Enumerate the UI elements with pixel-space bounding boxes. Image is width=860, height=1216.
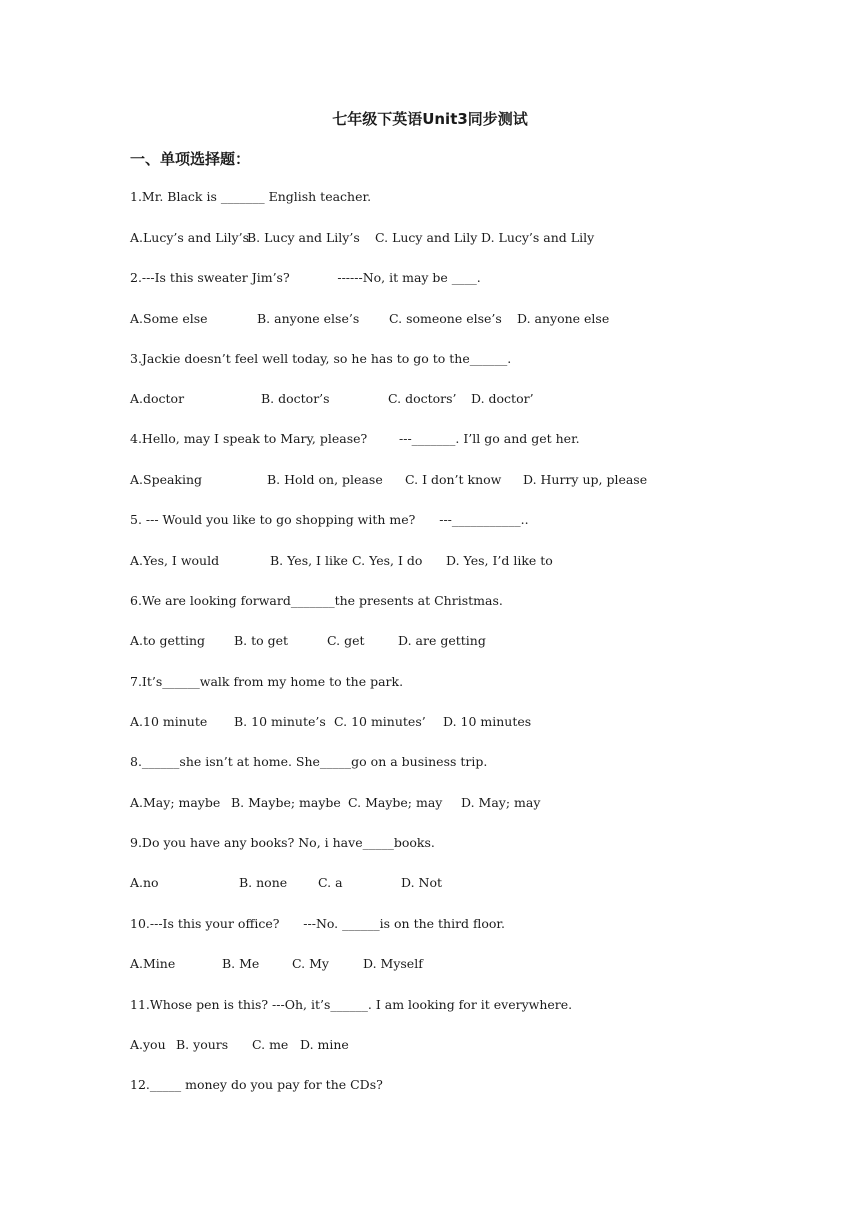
- question-stem: 1.Mr. Black is _______ English teacher.: [130, 189, 372, 204]
- answer-option: A.you: [130, 1037, 166, 1052]
- answer-option: D. Yes, I’d like to: [446, 553, 553, 568]
- answer-option: C. Lucy and Lily: [375, 230, 478, 245]
- answer-option: C. a: [318, 875, 343, 890]
- answer-option: D. 10 minutes: [443, 714, 532, 729]
- question-stem: 7.It’s______walk from my home to the park.: [130, 674, 404, 689]
- answer-option: A.Speaking: [130, 472, 203, 487]
- answer-option: A.Yes, I would: [130, 553, 220, 568]
- answer-option: B. 10 minute’s: [234, 714, 326, 729]
- question-stem: 6.We are looking forward_______the presents at Christmas.: [130, 593, 503, 608]
- answer-option: D. anyone else: [517, 311, 610, 326]
- answer-option: C. get: [327, 633, 365, 648]
- answer-option: C. I don’t know: [405, 472, 502, 487]
- answer-option: A.May; maybe: [130, 795, 221, 810]
- question-stem: 8.______she isn’t at home. She_____go on a business trip.: [130, 754, 488, 769]
- answer-option: B. Hold on, please: [267, 472, 383, 487]
- answer-option: B. doctor’s: [261, 391, 330, 406]
- question-stem: 10.---Is this your office? ---No. ______is on the third floor.: [130, 916, 505, 931]
- answer-option: C. Maybe; may: [348, 795, 443, 810]
- answer-option: C. Yes, I do: [352, 553, 423, 568]
- answer-option: D. Not: [401, 875, 443, 890]
- question-stem: 5. --- Would you like to go shopping with me? ---___________..: [130, 512, 529, 527]
- answer-option: A.Lucy’s and Lily’s: [130, 230, 250, 245]
- section-heading: 一、单项选择题：: [130, 150, 251, 168]
- answer-option: D. mine: [300, 1037, 349, 1052]
- answer-option: A.no: [130, 875, 159, 890]
- answer-option: C. me: [252, 1037, 289, 1052]
- answer-option: B. to get: [234, 633, 289, 648]
- answer-option: B. Me: [222, 956, 260, 971]
- answer-option: A.10 minute: [130, 714, 208, 729]
- page-title: 七年级下英语Unit3同步测试: [332, 110, 528, 128]
- answer-option: B. anyone else’s: [257, 311, 360, 326]
- answer-option: B. Yes, I like: [270, 553, 348, 568]
- question-stem: 3.Jackie doesn’t feel well today, so he has to go to the______.: [130, 351, 512, 366]
- answer-option: A.Some else: [130, 311, 208, 326]
- answer-option: C. My: [292, 956, 329, 971]
- question-stem: 11.Whose pen is this? ---Oh, it’s______. I am looking for it everywhere.: [130, 997, 573, 1012]
- answer-option: C. 10 minutes’: [334, 714, 426, 729]
- answer-option: B. Maybe; maybe: [231, 795, 341, 810]
- answer-option: D. doctor’: [471, 391, 534, 406]
- answer-option: D. Hurry up, please: [523, 472, 648, 487]
- answer-option: C. doctors’: [388, 391, 457, 406]
- answer-option: A.Mine: [130, 956, 176, 971]
- question-stem: 12._____ money do you pay for the CDs?: [130, 1077, 383, 1092]
- answer-option: D. are getting: [398, 633, 486, 648]
- question-stem: 4.Hello, may I speak to Mary, please? ---_______. I’ll go and get her.: [130, 431, 580, 446]
- answer-option: A.doctor: [130, 391, 185, 406]
- answer-option: C. someone else’s: [389, 311, 502, 326]
- answer-option: B. none: [239, 875, 288, 890]
- question-stem: 9.Do you have any books? No, i have_____books.: [130, 835, 435, 850]
- answer-option: D. Myself: [363, 956, 423, 971]
- answer-option: D. Lucy’s and Lily: [481, 230, 595, 245]
- answer-option: A.to getting: [130, 633, 206, 648]
- question-stem: 2.---Is this sweater Jim’s? ------No, it may be ____.: [130, 270, 481, 285]
- answer-option: B. yours: [176, 1037, 229, 1052]
- answer-option: B. Lucy and Lily’s: [247, 230, 360, 245]
- answer-option: D. May; may: [461, 795, 541, 810]
